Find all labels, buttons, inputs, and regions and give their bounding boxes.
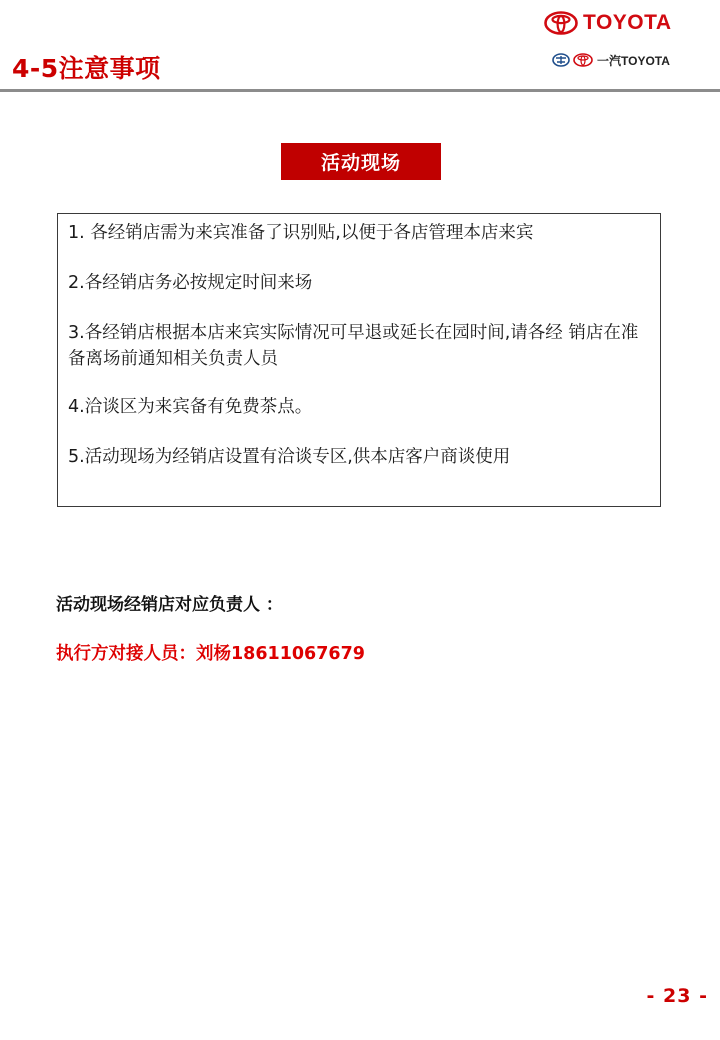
note-item-4: 4.洽谈区为来宾备有免费茶点。 (68, 397, 313, 417)
note-item-2: 2.各经销店务必按规定时间来场 (68, 273, 313, 293)
page-number: - 23 - (646, 985, 708, 1007)
toyota-small-emblem-icon (573, 53, 593, 67)
contact-label: 活动现场经销店对应负责人 ： (56, 595, 283, 615)
contact-person: 执行方对接人员：刘杨18611067679 (56, 644, 365, 664)
toyota-wordmark: TOYOTA (583, 11, 672, 34)
faw-toyota-logo (552, 50, 682, 70)
faw-toyota-wordmark: 一汽TOYOTA (597, 53, 670, 68)
note-item-3: 3.各经销店根据本店来宾实际情况可早退或延长在园时间,请各经 销店在准备离场前通知相关负责人员 (68, 323, 639, 369)
note-item-5: 5.活动现场为经销店设置有洽谈专区,供本店客户商谈使用 (68, 447, 511, 467)
toyota-logo (544, 9, 684, 37)
faw-emblem-icon (552, 53, 570, 67)
note-item-1: 1. 各经销店需为来宾准备了识别贴,以便于各店管理本店来宾 (68, 223, 534, 243)
toyota-emblem-icon (544, 11, 578, 35)
page-title: 4-5注意事项 (12, 54, 161, 83)
section-label: 活动现场 (281, 143, 441, 180)
header-divider (0, 89, 720, 92)
notes-box (57, 213, 661, 507)
